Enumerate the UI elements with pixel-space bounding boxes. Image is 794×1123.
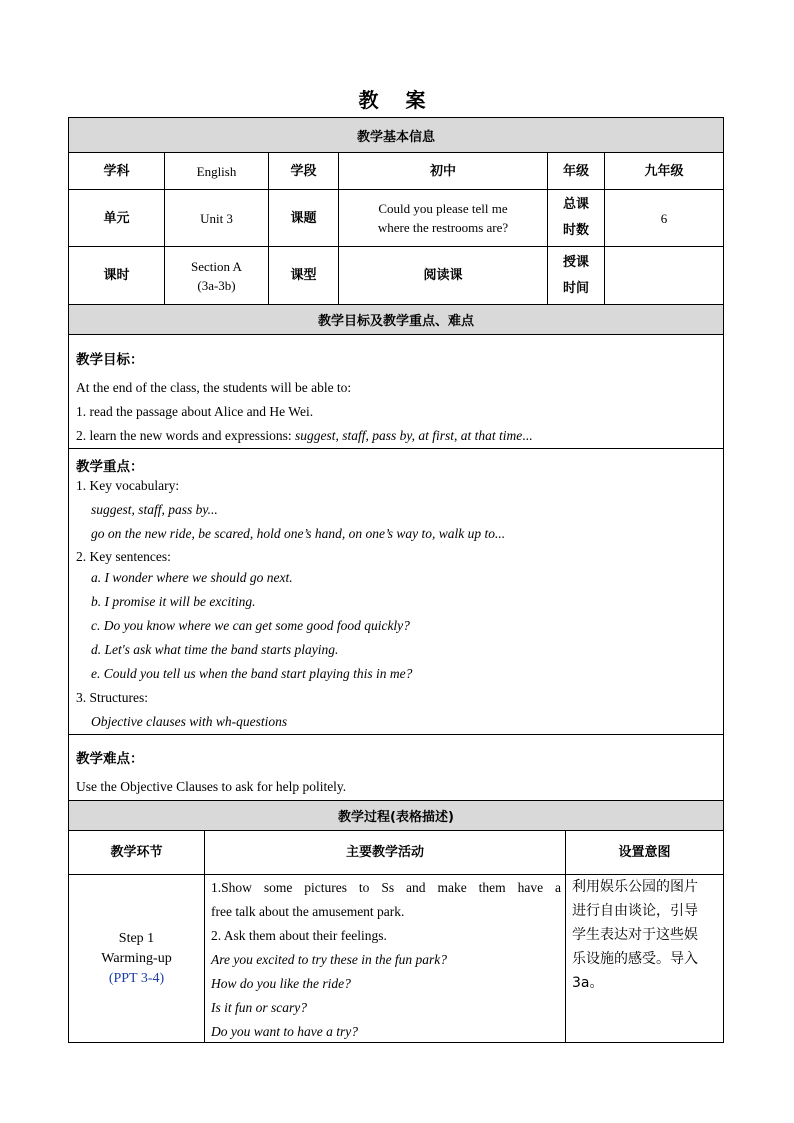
teaching-goals-section [68,335,724,449]
process-header [68,801,724,831]
info-row-period [68,247,724,305]
teaching-time-label [548,247,605,304]
lesson-type-label: 课型 [269,247,339,304]
question-3: Is it fun or scary? [211,1000,307,1015]
key-sentence-a: a. I wonder where we should go next. [91,570,293,585]
period-line-2: (3a-3b) [197,277,236,293]
goals-intro: At the end of the class, the students will be able to: [76,380,352,395]
objectives-header-text: 教学目标及教学重点、难点 [317,314,474,329]
activity-2: 2. Ask them about their feelings. [211,928,387,943]
process-header-text: 教学过程(表格描述) [338,810,454,825]
goal-2-words: suggest, staff, pass by, at first, at that time [294,428,523,443]
question-1: Are you excited to try these in the fun park? [211,952,448,967]
key-points-section [68,449,724,735]
goal-2-ellipsis: ... [522,428,533,443]
col-intent-header: 设置意图 [566,831,724,874]
key-sentence-c: c. Do you know where we can get some good food quickly? [91,618,410,633]
topic-line-2: where the restrooms are? [377,220,509,235]
document-title: 教 案 [358,88,436,112]
objectives-header [68,305,724,335]
basic-info-header [68,117,724,153]
key-vocab-heading: 1. Key vocabulary: [76,478,180,493]
topic-value [339,190,548,246]
goal-2-prefix: 2. learn the new words and expressions: [76,428,295,443]
step-1-activities [205,875,566,1042]
goal-1: 1. read the passage about Alice and He Wei. [76,404,314,419]
teaching-time-label-1: 授课 [562,254,589,270]
intent-line-5: 3a。 [572,975,604,991]
key-sentence-e: e. Could you tell us when the band start playing this in me? [91,666,413,681]
question-4: Do you want to have a try? [211,1024,358,1039]
grade-value: 九年级 [605,153,724,189]
difficulties-title: 教学难点： [76,751,144,767]
stage-value: 初中 [339,153,548,189]
key-sentences-heading: 2. Key sentences: [76,549,171,564]
topic-line-1: Could you please tell me [378,201,508,216]
teaching-time-value [605,247,724,304]
stage-label: 学段 [269,153,339,189]
structure-item: Objective clauses with wh-questions [91,714,288,729]
period-value [165,247,269,304]
intent-line-3: 学生表达对于这些娱 [572,927,698,943]
intent-line-1: 利用娱乐公园的图片 [572,879,698,895]
key-sentence-d: d. Let's ask what time the band starts playing. [91,642,339,657]
step-1-ppt-ref: (PPT 3-4) [108,970,165,986]
key-vocab-1-words: suggest, staff, pass by [91,502,208,517]
period-label: 课时 [69,247,165,304]
subject-label: 学科 [69,153,165,189]
difficulty-item: Use the Objective Clauses to ask for help politely. [76,779,347,794]
activity-1-line-1: 1.Show some pictures to Ss and make them have a [211,880,561,895]
key-vocab-2-ellipsis: ... [494,526,506,541]
intent-line-4: 乐设施的感受。导入 [572,951,698,967]
key-vocab-line-1 [91,502,218,518]
goal-2 [76,428,532,444]
difficulties-section [68,735,724,801]
unit-label: 单元 [69,190,165,246]
key-vocab-line-2 [91,526,505,542]
basic-info-header-text: 教学基本信息 [356,129,435,145]
period-line-1: Section A [191,258,242,274]
total-periods-label-2: 时数 [562,223,589,238]
teaching-time-label-2: 时间 [562,280,589,296]
process-row-step-1 [68,875,724,1043]
step-1-name [69,875,205,1042]
intent-line-2: 进行自由谈论，引导 [572,903,698,919]
key-vocab-1-ellipsis: ... [207,502,218,517]
col-step-header: 教学环节 [69,831,205,874]
lesson-type-value: 阅读课 [339,247,548,304]
total-periods-label-1: 总课 [562,197,589,212]
total-periods-label [548,190,605,246]
info-row-subject [68,153,724,190]
key-vocab-2-words: go on the new ride, be scared, hold one’s hand, on one’s way to, walk up to [91,526,495,541]
col-activity-header: 主要教学活动 [205,831,566,874]
unit-value: Unit 3 [165,190,269,246]
grade-label: 年级 [548,153,605,189]
process-column-headers [68,831,724,875]
subject-value: English [165,153,269,189]
question-2: How do you like the ride? [211,976,351,991]
total-periods-value: 6 [605,190,724,246]
step-1-subtitle: Warming-up [101,950,172,966]
structures-heading: 3. Structures: [76,690,148,705]
key-points-title: 教学重点： [76,459,144,475]
step-1-title: Step 1 [118,930,155,946]
key-sentence-b: b. I promise it will be exciting. [91,594,256,609]
info-row-unit [68,190,724,247]
activity-1-line-2: free talk about the amusement park. [211,904,405,919]
goals-title: 教学目标： [76,352,144,368]
topic-label: 课题 [269,190,339,246]
step-1-intent [566,875,724,1042]
